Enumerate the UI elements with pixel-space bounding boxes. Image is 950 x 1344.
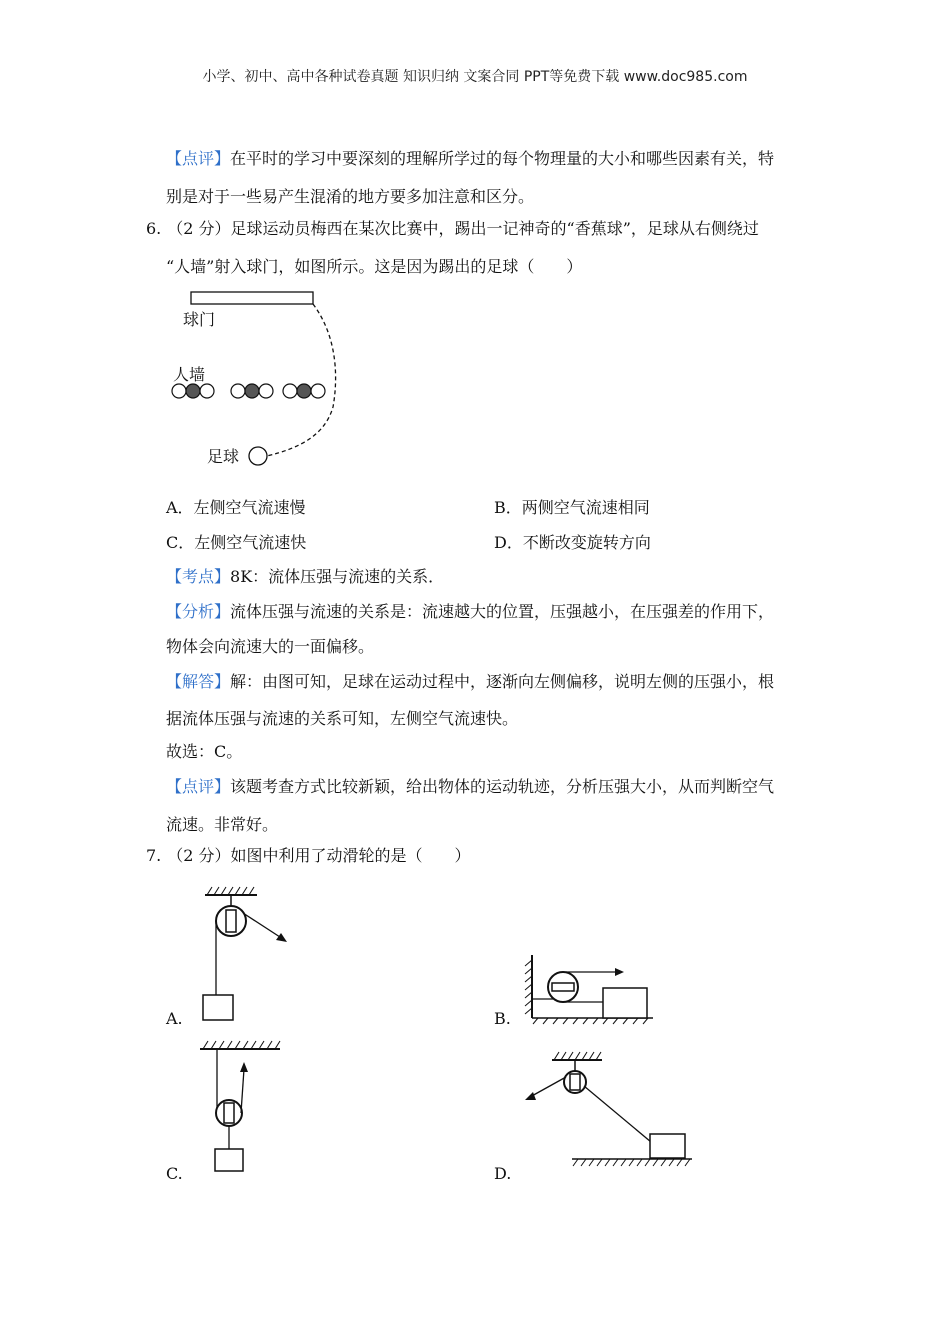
q6-option-b: B．两侧空气流速相同 — [494, 498, 650, 517]
kaodian-tag: 【考点】 — [166, 567, 231, 586]
pulley-figure-a — [195, 883, 295, 1023]
q7-option-c: C. — [166, 1164, 183, 1183]
q6-dianping-line1 — [166, 776, 774, 798]
q6-dianping-line2: 流速。非常好。 — [166, 815, 279, 834]
jieda-text1: 解：由图可知，足球在运动过程中，逐渐向左侧偏移，说明左侧的压强小，根 — [230, 672, 775, 691]
q6-option-a: A．左侧空气流速慢 — [166, 498, 306, 517]
kaodian-text: 8K：流体压强与流速的关系． — [230, 567, 445, 586]
prev-comment-text1: 在平时的学习中要深刻的理解所学过的每个物理量的大小和哪些因素有关，特 — [230, 149, 775, 168]
prev-comment-line2: 别是对于一些易产生混淆的地方要多加注意和区分。 — [166, 187, 535, 206]
goal-label: 球门 — [183, 310, 216, 329]
dianping-text1: 该题考查方式比较新颖，给出物体的运动轨迹，分析压强大小，从而判断空气 — [230, 777, 775, 796]
goal-rect — [191, 292, 313, 304]
q6-answer: 故选：C。 — [166, 742, 243, 761]
q6-fenxi-line2: 物体会向流速大的一面偏移。 — [166, 637, 375, 656]
q6-line2: “人墙”射入球门，如图所示。这是因为踢出的足球（ ） — [166, 257, 583, 276]
q7-text: （2 分）如图中利用了动滑轮的是（ ） — [167, 846, 471, 865]
page-header: 小学、初中、高中各种试卷真题 知识归纳 文案合同 PPT等免费下载 www.doc985.com — [202, 69, 748, 85]
q6-option-d: D．不断改变旋转方向 — [494, 533, 651, 552]
q6-fenxi-line1 — [166, 601, 774, 623]
human-wall — [172, 384, 325, 398]
q6-jieda-line1 — [166, 671, 774, 693]
prev-comment-tag: 【点评】 — [166, 149, 231, 168]
q6-kaodian — [166, 566, 444, 588]
pulley-figure-b — [518, 950, 658, 1025]
q7-option-a: A. — [166, 1009, 183, 1028]
prev-comment-line1 — [166, 148, 774, 170]
q7-option-b: B. — [494, 1009, 511, 1028]
wall-label: 人墙 — [173, 365, 206, 384]
ball-label: 足球 — [207, 447, 240, 466]
q7-option-d: D. — [494, 1164, 512, 1183]
q6-option-c: C．左侧空气流速快 — [166, 533, 307, 552]
pulley-figure-d — [520, 1048, 695, 1173]
q6-jieda-line2: 据流体压强与流速的关系可知，左侧空气流速快。 — [166, 709, 519, 728]
q6-number: 6. — [146, 219, 162, 238]
football — [249, 447, 267, 465]
dianping-tag: 【点评】 — [166, 777, 231, 796]
pulley-figure-c — [195, 1037, 290, 1177]
q6-figure — [165, 285, 355, 470]
fenxi-tag: 【分析】 — [166, 602, 231, 621]
q7-line — [146, 845, 471, 867]
q6-text1: （2 分）足球运动员梅西在某次比赛中，踢出一记神奇的“香蕉球”，足球从右侧绕过 — [167, 219, 759, 238]
fenxi-text1: 流体压强与流速的关系是：流速越大的位置，压强越小，在压强差的作用下， — [230, 602, 775, 621]
jieda-tag: 【解答】 — [166, 672, 231, 691]
ball-trajectory — [267, 304, 336, 456]
q7-number: 7. — [146, 846, 162, 865]
q6-line1 — [146, 218, 759, 240]
